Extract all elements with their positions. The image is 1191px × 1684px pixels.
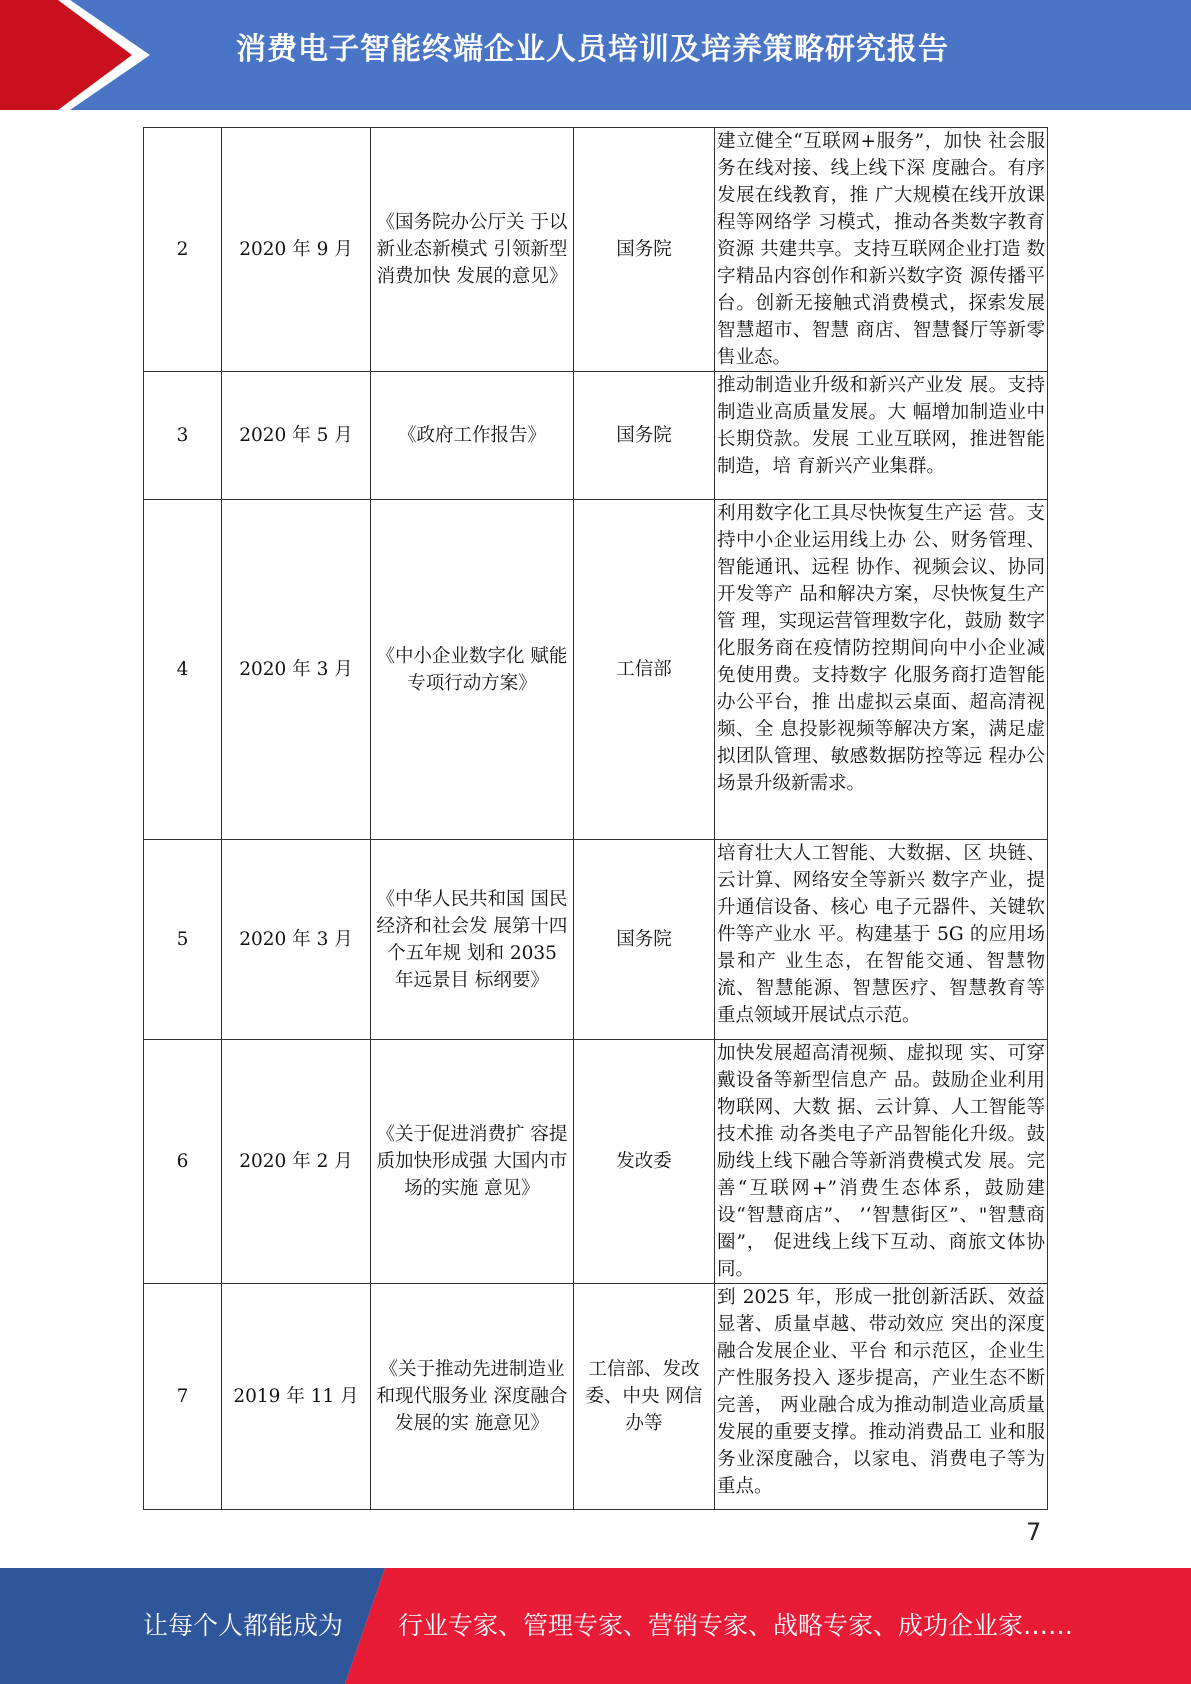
row-date: 2019 年 11 月: [222, 1284, 371, 1510]
row-content: 到 2025 年，形成一批创新活跃、效益显著、质量卓越、带动效应 突出的深度融合发展企业、平台 和示范区，企业生产性服务投入 逐步提高，产业生态不断完善， 两业融合成为推动制造业高质量 发展的重要支撑。推动消费品工 业和服务业深度融合，以家电、消费电子等为重点。: [715, 1284, 1048, 1510]
row-date: 2020 年 9 月: [222, 128, 371, 372]
table-row: [144, 840, 1048, 1040]
row-number: 6: [144, 1040, 222, 1284]
row-date: 2020 年 5 月: [222, 372, 371, 500]
row-document: 《关于促进消费扩 容提质加快形成强 大国内市场的实施 意见》: [371, 1040, 574, 1284]
row-issuer: 工信部: [574, 500, 715, 840]
row-issuer: 国务院: [574, 128, 715, 372]
row-number: 7: [144, 1284, 222, 1510]
footer-slogan-right: 行业专家、管理专家、营销专家、战略专家、成功企业家……: [398, 1611, 1074, 1640]
row-number: 2: [144, 128, 222, 372]
table-row: [144, 128, 1048, 372]
table-row: [144, 1284, 1048, 1510]
footer-slogan-left: 让每个人都能成为: [143, 1611, 344, 1640]
page-number: 7: [1026, 1518, 1042, 1546]
row-number: 4: [144, 500, 222, 840]
page-header: [0, 0, 1191, 110]
report-title: 消费电子智能终端企业人员培训及培养策略研究报告: [236, 32, 949, 67]
row-document: 《关于推动先进制造业和现代服务业 深度融合发展的实 施意见》: [371, 1284, 574, 1510]
row-issuer: 国务院: [574, 372, 715, 500]
row-content: 推动制造业升级和新兴产业发 展。支持制造业高质量发展。大 幅增加制造业中长期贷款。发展 工业互联网，推进智能制造，培 育新兴产业集群。: [715, 372, 1048, 500]
row-content: 建立健全“互联网+服务”，加快 社会服务在线对接、线上线下深 度融合。有序发展在线教育，推 广大规模在线开放课程等网络学 习模式，推动各类数字教育资源 共建共享。支持互联网企业打造 数字精品内容创作和新兴数字资 源传播平台。创新无接触式消费模式，探索发展智慧超市、智慧 商店、智慧餐厅等新零售业态。: [715, 128, 1048, 372]
table-row: [144, 1040, 1048, 1284]
row-document: 《中小企业数字化 赋能专项行动方案》: [371, 500, 574, 840]
row-issuer: 工信部、发改委、中央 网信办等: [574, 1284, 715, 1510]
row-content: 培育壮大人工智能、大数据、区 块链、云计算、网络安全等新兴 数字产业，提升通信设备、核心 电子元器件、关键软件等产业水 平。构建基于 5G 的应用场景和产 业生态，在智能交通、智慧物 流、智慧能源、智慧医疗、智慧教育等重点领域开展试点示范。: [715, 840, 1048, 1040]
row-document: 《政府工作报告》: [371, 372, 574, 500]
row-document: 《国务院办公厅关 于以新业态新模式 引领新型消费加快 发展的意见》: [371, 128, 574, 372]
row-date: 2020 年 2 月: [222, 1040, 371, 1284]
policy-table: [143, 127, 1048, 1510]
table-row: [144, 372, 1048, 500]
table-row: [144, 500, 1048, 840]
row-document: 《中华人民共和国 国民经济和社会发 展第十四个五年规 划和 2035 年远景目 标纲要》: [371, 840, 574, 1040]
row-number: 3: [144, 372, 222, 500]
row-date: 2020 年 3 月: [222, 500, 371, 840]
row-issuer: 发改委: [574, 1040, 715, 1284]
page-footer: [0, 1568, 1191, 1684]
row-issuer: 国务院: [574, 840, 715, 1040]
row-number: 5: [144, 840, 222, 1040]
row-content: 加快发展超高清视频、虚拟现 实、可穿戴设备等新型信息产 品。鼓励企业利用物联网、大数 据、云计算、人工智能等技术推 动各类电子产品智能化升级。鼓 励线上线下融合等新消费模式发 展。完善“互联网+”消费生态体系，鼓励建设“智慧商店”、 ’‘智慧街区”、"智慧商圈”， 促进线上线下互动、商旅文体协 同。: [715, 1040, 1048, 1284]
row-date: 2020 年 3 月: [222, 840, 371, 1040]
row-content: 利用数字化工具尽快恢复生产运 营。支持中小企业运用线上办 公、财务管理、智能通讯、远程 协作、视频会议、协同开发等产 品和解决方案，尽快恢复生产管 理，实现运营管理数字化，鼓励 数字化服务商在疫情防控期间向中小企业减免使用费。支持数字 化服务商打造智能办公平台，推 出虚拟云桌面、超高清视频、全 息投影视频等解决方案，满足虚 拟团队管理、敏感数据防控等远 程办公场景升级新需求。: [715, 500, 1048, 840]
